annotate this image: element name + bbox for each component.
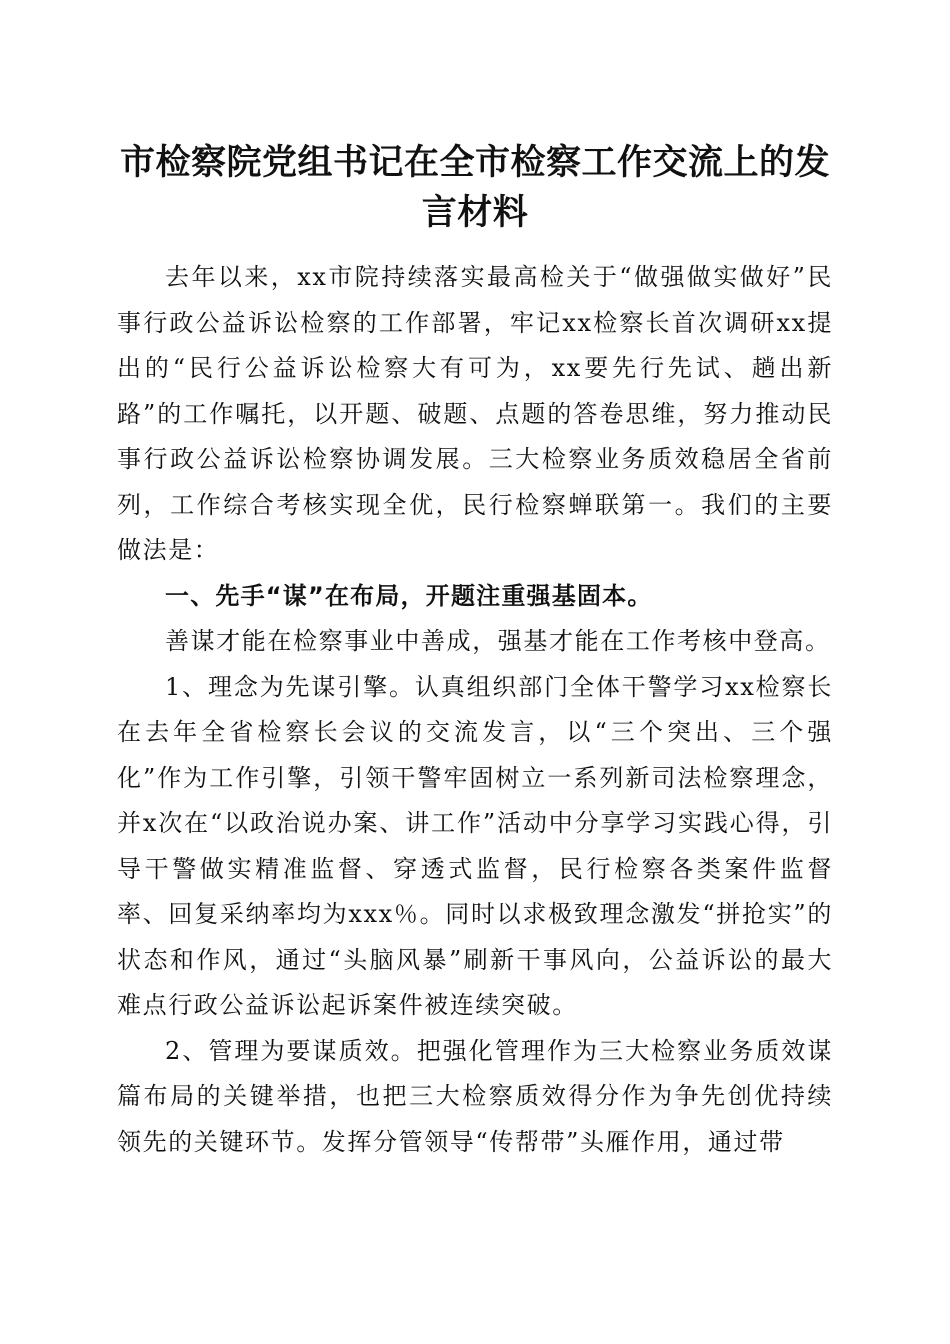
document-body	[117, 255, 833, 1165]
paragraph-item-1: 1、理念为先谋引擎。认真组织部门全体干警学习xx检察长在去年全省检察长会议的交流发言，以“三个突出、三个强化”作为工作引擎，引领干警牢固树立一系列新司法检察理念，并x次在“以政治说办案、讲工作”活动中分享学习实践心得，引导干警做实精准监督、穿透式监督，民行检察各类案件监督率、回复采纳率均为xxx％。同时以求极致理念激发“拼抢实”的状态和作风，通过“头脑风暴”刷新干事风向，公益诉讼的最大难点行政公益诉讼起诉案件被连续突破。	[117, 672, 833, 1019]
paragraph-section-1-lead: 善谋才能在检察事业中善成，强基才能在工作考核中登高。	[165, 627, 831, 655]
paragraph-item-2: 2、管理为要谋质效。把强化管理作为三大检察业务质效谋篇布局的关键举措，也把三大检察质效得分作为争先创优持续领先的关键环节。发挥分管领导“传帮带”头雁作用，通过带	[117, 1036, 833, 1156]
section-heading-1: 一、先手“谋”在布局，开题注重强基固本。	[165, 581, 653, 610]
paragraph-intro: 去年以来，xx市院持续落实最高检关于“做强做实做好”民事行政公益诉讼检察的工作部署，牢记xx检察长首次调研xx提出的“民行公益诉讼检察大有可为，xx要先行先试、趟出新路”的工作嘱托，以开题、破题、点题的答卷思维，努力推动民事行政公益诉讼检察协调发展。三大检察业务质效稳居全省前列，工作综合考核实现全优，民行检察蝉联第一。我们的主要做法是：	[117, 263, 833, 564]
document-title: 市检察院党组书记在全市检察工作交流上的发言材料	[119, 142, 830, 233]
